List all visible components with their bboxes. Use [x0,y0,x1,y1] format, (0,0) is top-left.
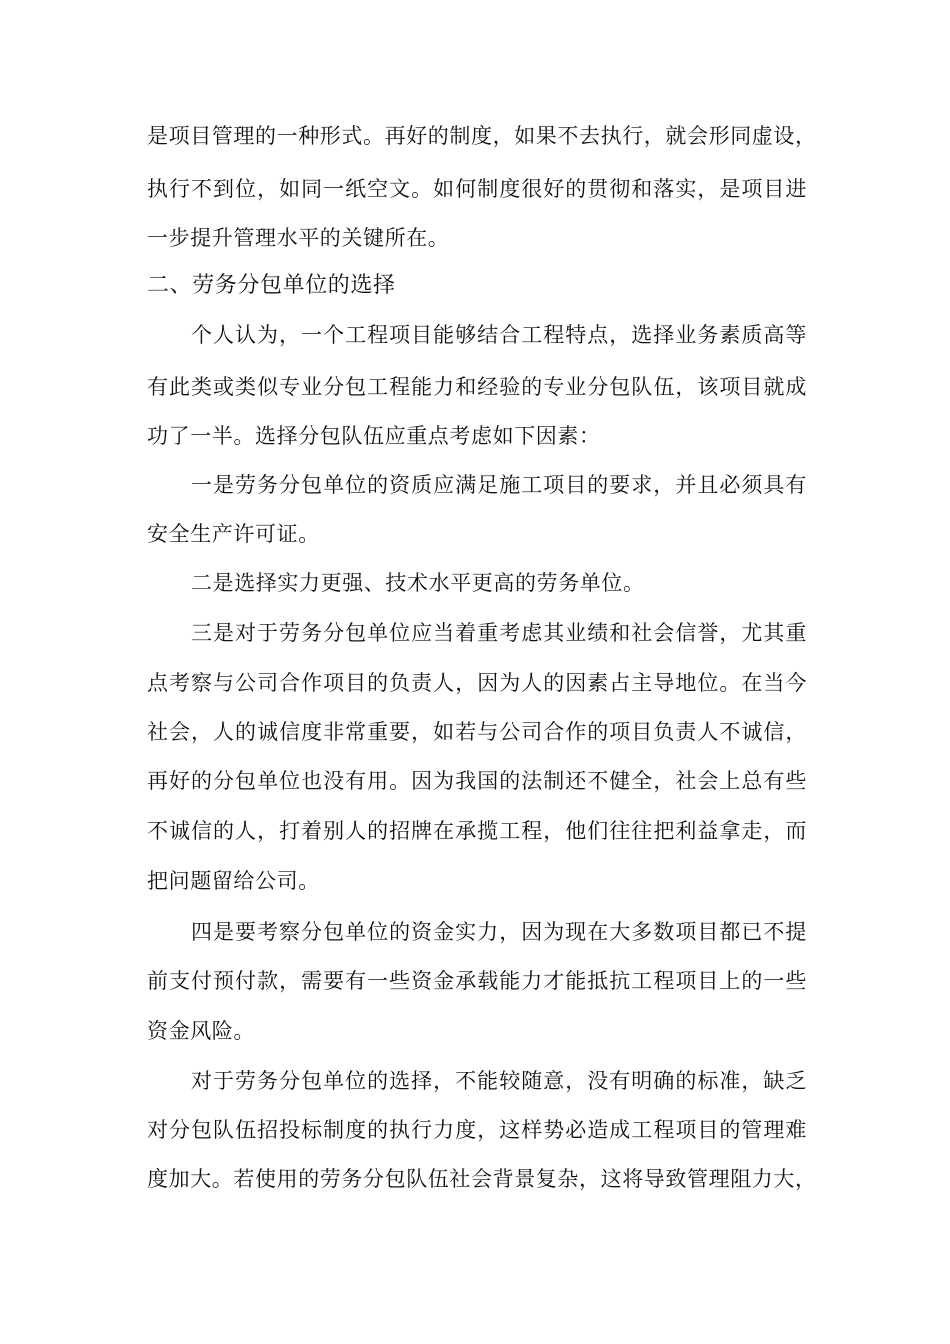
paragraph-line: 个人认为，一个工程项目能够结合工程特点，选择业务素质高等 [191,323,807,347]
paragraph-line: 二是选择实力更强、技术水平更高的劳务单位。 [191,571,645,595]
paragraph-line: 执行不到位，如同一纸空文。如何制度很好的贯彻和落实，是项目进 [147,177,807,201]
paragraph-line: 对分包队伍招投标制度的执行力度，这样势必造成工程项目的管理难 [147,1118,807,1142]
paragraph-line: 功了一半。选择分包队伍应重点考虑如下因素： [147,424,601,448]
paragraph-line: 安全生产许可证。 [147,522,320,546]
paragraph-line: 是项目管理的一种形式。再好的制度，如果不去执行，就会形同虚设， [147,124,817,148]
paragraph-line: 不诚信的人，打着别人的招牌在承揽工程，他们往往把利益拿走，而 [147,819,807,843]
paragraph-line: 资金风险。 [147,1019,255,1043]
paragraph-line: 社会，人的诚信度非常重要，如若与公司合作的项目负责人不诚信， [147,720,807,744]
section-heading: 二、劳务分包单位的选择 [147,273,396,298]
paragraph-line: 一步提升管理水平的关键所在。 [147,226,450,250]
paragraph-line: 再好的分包单位也没有用。因为我国的法制还不健全，社会上总有些 [147,769,807,793]
paragraph-line: 度加大。若使用的劳务分包队伍社会背景复杂，这将导致管理阻力大， [147,1167,817,1191]
paragraph-line: 点考察与公司合作项目的负责人，因为人的因素占主导地位。在当今 [147,671,807,695]
paragraph-line: 一是劳务分包单位的资质应满足施工项目的要求，并且必须具有 [191,473,807,497]
paragraph-line: 有此类或类似专业分包工程能力和经验的专业分包队伍，该项目就成 [147,375,807,399]
paragraph-line: 前支付预付款，需要有一些资金承载能力才能抵抗工程项目上的一些 [147,969,807,993]
paragraph-line: 把问题留给公司。 [147,869,320,893]
paragraph-line: 对于劳务分包单位的选择，不能较随意，没有明确的标准，缺乏 [191,1069,807,1093]
paragraph-line: 四是要考察分包单位的资金实力，因为现在大多数项目都已不提 [191,920,807,944]
paragraph-line: 三是对于劳务分包单位应当着重考虑其业绩和社会信誉，尤其重 [191,621,807,645]
